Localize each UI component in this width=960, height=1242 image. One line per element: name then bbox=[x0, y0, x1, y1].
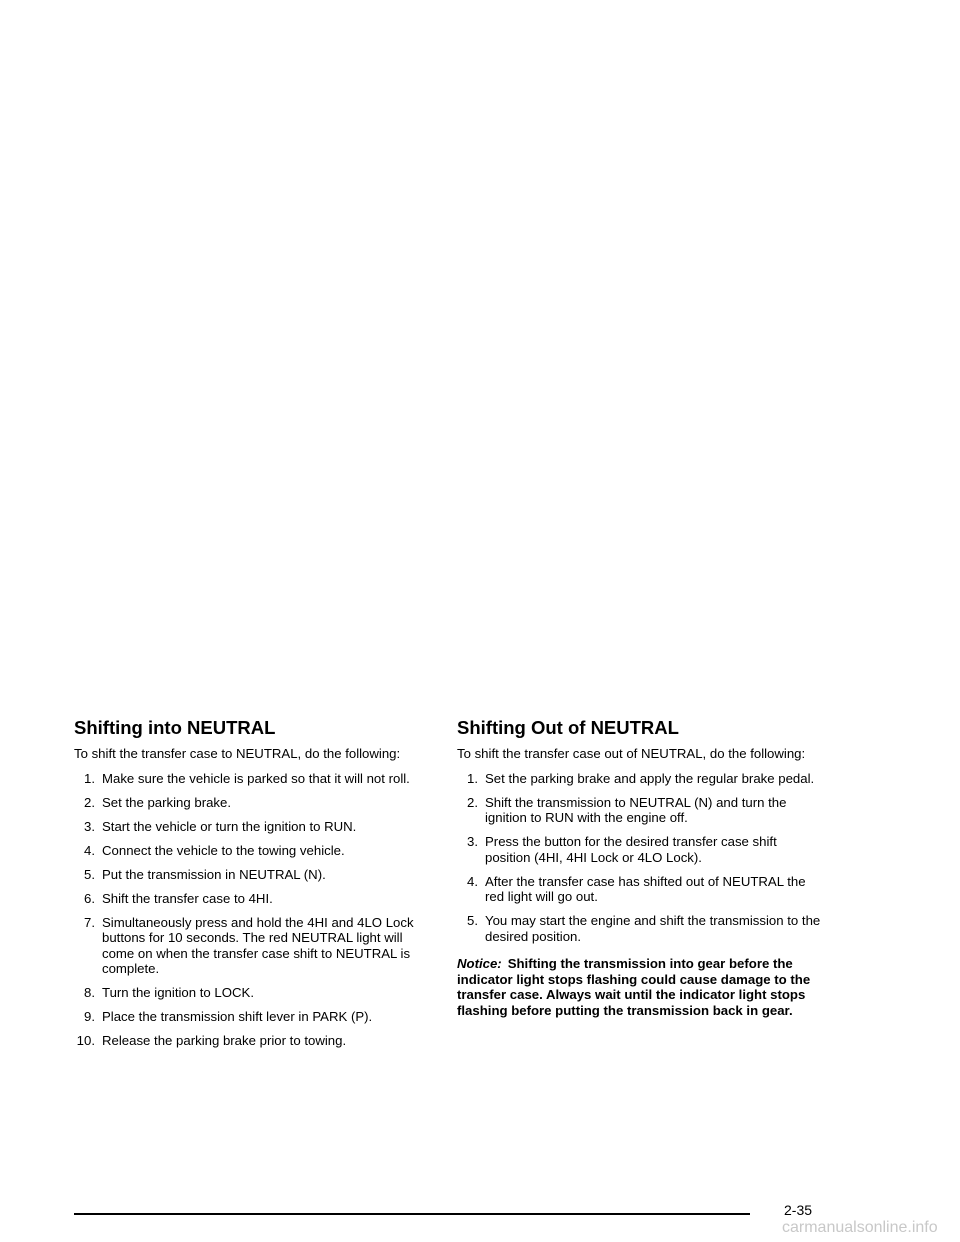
page-number: 2-35 bbox=[784, 1202, 813, 1218]
step-text: Put the transmission in NEUTRAL (N). bbox=[102, 866, 326, 882]
step-text: Release the parking brake prior to towing. bbox=[102, 1033, 347, 1048]
step-number: 2. bbox=[467, 794, 478, 810]
list-item bbox=[74, 795, 436, 811]
step-number: 9. bbox=[84, 1009, 95, 1024]
section-intro: To shift the transfer case to NEUTRAL, do the following: bbox=[74, 746, 401, 761]
step-text: Make sure the vehicle is parked so that it will not roll. bbox=[102, 770, 410, 786]
step-number: 10. bbox=[76, 1033, 95, 1048]
list-item bbox=[457, 795, 823, 826]
step-number: 6. bbox=[84, 890, 95, 906]
step-number: 4. bbox=[84, 842, 95, 858]
list-item bbox=[457, 834, 823, 865]
step-text: Shift the transmission to NEUTRAL (N) and turn the ignition to RUN with the engine off. bbox=[485, 794, 787, 825]
list-item bbox=[74, 843, 436, 859]
step-number: 5. bbox=[467, 913, 478, 928]
notice-text: Shifting the transmission into gear before the indicator light stops flashing could cause damage to the transfer case. Always wait until the indicator light stops flashing before putting the transmission back in gear. bbox=[457, 956, 811, 1018]
step-number: 3. bbox=[84, 818, 95, 834]
step-number: 1. bbox=[84, 770, 95, 786]
list-item bbox=[74, 1033, 436, 1049]
list-item bbox=[74, 1009, 436, 1025]
step-text: After the transfer case has shifted out of NEUTRAL the red light will go out. bbox=[485, 873, 806, 904]
watermark: carmanualsonline.info bbox=[782, 1219, 938, 1236]
step-number: 4. bbox=[467, 873, 478, 889]
step-text: Place the transmission shift lever in PARK (P). bbox=[102, 1009, 373, 1024]
notice-paragraph bbox=[457, 956, 823, 1018]
list-item bbox=[74, 915, 436, 977]
section-shifting-into-neutral bbox=[74, 716, 436, 1057]
section-shifting-out-of-neutral bbox=[457, 716, 823, 1018]
step-text: Simultaneously press and hold the 4HI and 4LO Lock buttons for 10 seconds. The red NEUTRAL light will come on when the transfer case shift to NEUTRAL is complete. bbox=[102, 914, 414, 976]
step-number: 1. bbox=[467, 770, 478, 786]
step-text: Set the parking brake. bbox=[102, 794, 232, 810]
steps-list bbox=[74, 771, 436, 1049]
list-item bbox=[457, 913, 823, 944]
footer-rule bbox=[74, 1213, 750, 1215]
list-item bbox=[74, 771, 436, 787]
step-number: 8. bbox=[84, 985, 95, 1000]
notice-label: Notice: bbox=[457, 956, 502, 971]
step-text: Set the parking brake and apply the regular brake pedal. bbox=[485, 770, 815, 786]
list-item bbox=[74, 891, 436, 907]
step-number: 2. bbox=[84, 794, 95, 810]
step-text: Start the vehicle or turn the ignition to RUN. bbox=[102, 818, 357, 834]
step-text: Shift the transfer case to 4HI. bbox=[102, 890, 273, 906]
list-item bbox=[457, 771, 823, 787]
step-text: Press the button for the desired transfer case shift position (4HI, 4HI Lock or 4LO Lock). bbox=[485, 834, 777, 865]
section-intro: To shift the transfer case out of NEUTRAL, do the following: bbox=[457, 746, 806, 761]
steps-list bbox=[457, 771, 823, 945]
list-item bbox=[74, 985, 436, 1001]
step-text: You may start the engine and shift the transmission to the desired position. bbox=[485, 913, 821, 944]
section-heading: Shifting into NEUTRAL bbox=[74, 717, 276, 738]
list-item bbox=[74, 867, 436, 883]
step-text: Turn the ignition to LOCK. bbox=[102, 985, 254, 1000]
list-item bbox=[457, 874, 823, 905]
list-item bbox=[74, 819, 436, 835]
section-heading: Shifting Out of NEUTRAL bbox=[457, 717, 679, 738]
step-number: 5. bbox=[84, 866, 95, 882]
step-text: Connect the vehicle to the towing vehicle. bbox=[102, 842, 345, 858]
step-number: 3. bbox=[467, 834, 478, 849]
step-number: 7. bbox=[84, 914, 95, 930]
